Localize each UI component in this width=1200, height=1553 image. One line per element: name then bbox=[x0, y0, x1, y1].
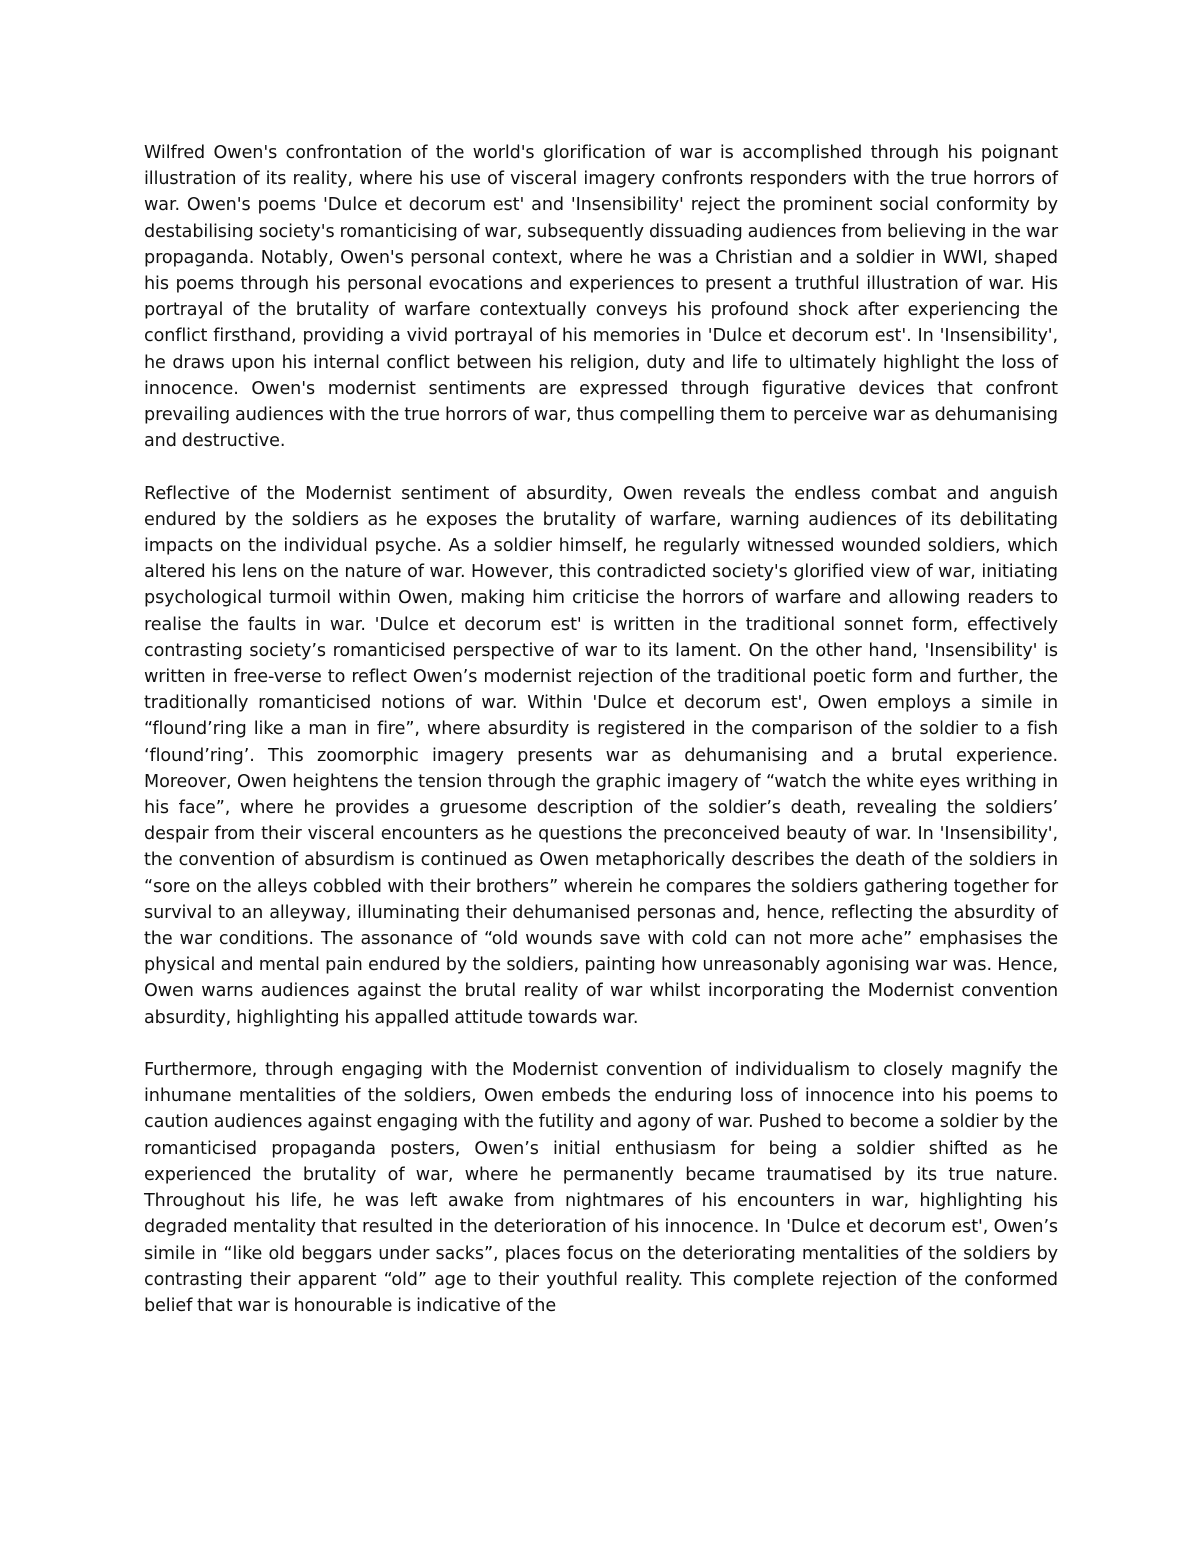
document-page bbox=[144, 140, 1058, 1345]
paragraph-absurdity: Reflective of the Modernist sentiment of absurdity, Owen reveals the endless combat and anguish endured by the soldiers as he exposes the brutality of warfare, warning audiences of its debilitating impacts on the individual psyche. As a soldier himself, he regularly witnessed wounded soldiers, which altered his lens on the nature of war. However, this contradicted society's glorified view of war, initiating psychological turmoil within Owen, making him criticise the horrors of warfare and allowing readers to realise the faults in war. 'Dulce et decorum est' is written in the traditional sonnet form, effectively contrasting society’s romanticised perspective of war to its lament. On the other hand, 'Insensibility' is written in free-verse to reflect Owen’s modernist rejection of the traditional poetic form and further, the traditionally romanticised notions of war. Within 'Dulce et decorum est', Owen employs a simile in “flound’ring like a man in fire”, where absurdity is registered in the comparison of the soldier to a fish ‘flound’ring’. This zoomorphic imagery presents war as dehumanising and a brutal experience. Moreover, Owen heightens the tension through the graphic imagery of “watch the white eyes writhing in his face”, where he provides a gruesome description of the soldier’s death, revealing the soldiers’ despair from their visceral encounters as he questions the preconceived beauty of war. In 'Insensibility', the convention of absurdism is continued as Owen metaphorically describes the death of the soldiers in “sore on the alleys cobbled with their brothers” wherein he compares the soldiers gathering together for survival to an alleyway, illuminating their dehumanised personas and, hence, reflecting the absurdity of the war conditions. The assonance of “old wounds save with cold can not more ache” emphasises the physical and mental pain endured by the soldiers, painting how unreasonably agonising war was. Hence, Owen warns audiences against the brutal reality of war whilst incorporating the Modernist convention absurdity, highlighting his appalled attitude towards war. bbox=[144, 483, 1058, 1028]
paragraph-individualism: Furthermore, through engaging with the Modernist convention of individualism to closely magnify the inhumane mentalities of the soldiers, Owen embeds the enduring loss of innocence into his poems to caution audiences against engaging with the futility and agony of war. Pushed to become a soldier by the romanticised propaganda posters, Owen’s initial enthusiasm for being a soldier shifted as he experienced the brutality of war, where he permanently became traumatised by its true nature. Throughout his life, he was left awake from nightmares of his encounters in war, highlighting his degraded mentality that resulted in the deterioration of his innocence. In 'Dulce et decorum est', Owen’s simile in “like old beggars under sacks”, places focus on the deteriorating mentalities of the soldiers by contrasting their apparent “old” age to their youthful reality. This complete rejection of the conformed belief that war is honourable is indicative of the bbox=[144, 1060, 1058, 1316]
paragraph-introduction: Wilfred Owen's confrontation of the world's glorification of war is accomplished through his poignant illustration of its reality, where his use of visceral imagery confronts responders with the true horrors of war. Owen's poems 'Dulce et decorum est' and 'Insensibility' reject the prominent social conformity by destabilising society's romanticising of war, subsequently dissuading audiences from believing in the war propaganda. Notably, Owen's personal context, where he was a Christian and a soldier in WWI, shaped his poems through his personal evocations and experiences to present a truthful illustration of war. His portrayal of the brutality of warfare contextually conveys his profound shock after experiencing the conflict firsthand, providing a vivid portrayal of his memories in 'Dulce et decorum est'. In 'Insensibility', he draws upon his internal conflict between his religion, duty and life to ultimately highlight the loss of innocence. Owen's modernist sentiments are expressed through figurative devices that confront prevailing audiences with the true horrors of war, thus compelling them to perceive war as dehumanising and destructive. bbox=[144, 143, 1058, 452]
